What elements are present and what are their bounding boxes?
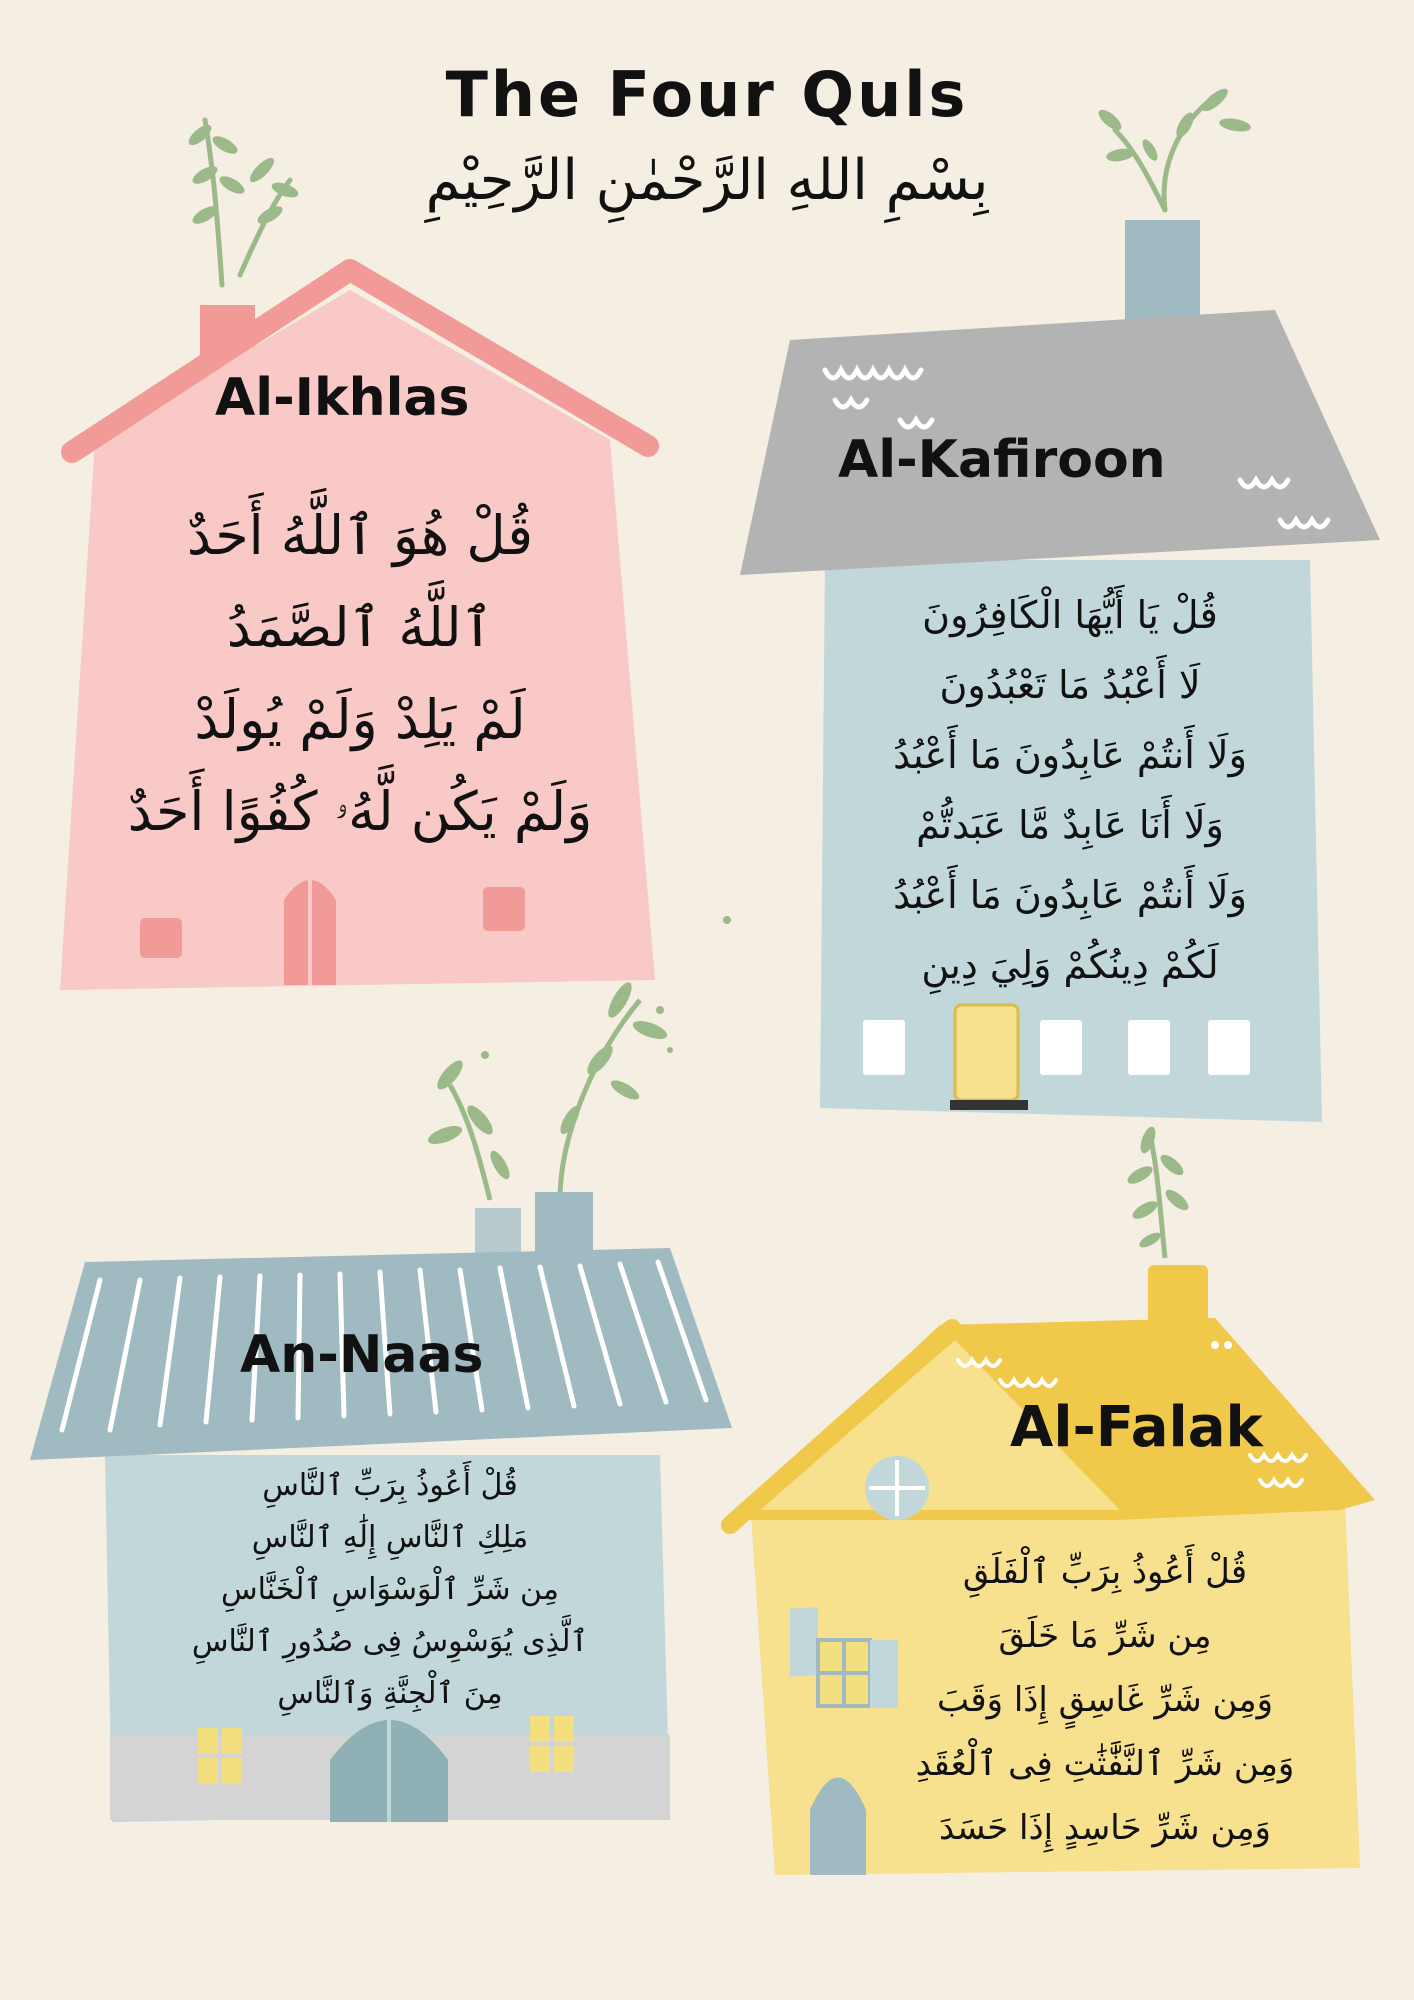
verse-line: لَا أَعْبُدُ مَا تَعْبُدُونَ <box>939 663 1201 707</box>
verse-line: مِن شَرِّ مَا خَلَقَ <box>998 1616 1212 1656</box>
kafiroon-title: Al-Kafiroon <box>838 430 1166 490</box>
verse-line: قُلْ أَعُوذُ بِرَبِّ ٱلْفَلَقِ <box>962 1552 1248 1592</box>
verse-line: لَمْ يَلِدْ وَلَمْ يُولَدْ <box>194 688 526 751</box>
verse-line: لَكُمْ دِينُكُمْ وَلِيَ دِينِ <box>921 943 1219 987</box>
verse-line: وَلَا أَنتُمْ عَابِدُونَ مَا أَعْبُدُ <box>893 733 1247 777</box>
falak-title: Al-Falak <box>1010 1395 1263 1460</box>
verse-line: قُلْ يَا أَيُّهَا الْكَافِرُونَ <box>922 593 1218 637</box>
verse-line: وَمِن شَرِّ غَاسِقٍ إِذَا وَقَبَ <box>936 1680 1274 1720</box>
basmala-calligraphy: بِسْمِ اللهِ الرَّحْمٰنِ الرَّحِيْمِ <box>425 148 989 213</box>
verse-line: مِنَ ٱلْجِنَّةِ وَٱلنَّاسِ <box>277 1676 503 1711</box>
verse-line: وَلَمْ يَكُن لَّهُۥ كُفُوًا أَحَدٌ <box>127 780 593 843</box>
verse-line: وَمِن شَرِّ ٱلنَّفَّٰثَٰتِ فِى ٱلْعُقَدِ <box>915 1744 1295 1784</box>
verse-line: قُلْ أَعُوذُ بِرَبِّ ٱلنَّاسِ <box>262 1468 518 1503</box>
naas-plant-icon <box>426 979 673 1200</box>
verse-line: قُلْ هُوَ ٱللَّهُ أَحَدٌ <box>186 504 534 567</box>
verse-line: وَلَا أَنَا عَابِدٌ مَّا عَبَدتُّمْ <box>916 803 1224 847</box>
verse-line: وَمِن شَرِّ حَاسِدٍ إِذَا حَسَدَ <box>939 1808 1271 1848</box>
naas-verses <box>120 1460 660 1720</box>
kafiroon-verses <box>840 580 1300 1000</box>
verse-line: ٱللَّهُ ٱلصَّمَدُ <box>226 596 494 659</box>
verse-line: مِن شَرِّ ٱلْوَسْوَاسِ ٱلْخَنَّاسِ <box>221 1572 559 1607</box>
falak-plant-icon <box>1125 1125 1192 1258</box>
verse-line: ٱلَّذِى يُوَسْوِسُ فِى صُدُورِ ٱلنَّاسِ <box>191 1624 589 1659</box>
page-title: The Four Quls <box>445 58 969 131</box>
falak-verses <box>870 1540 1340 1860</box>
naas-title: An-Naas <box>240 1325 484 1385</box>
ikhlas-verses <box>90 490 630 858</box>
verse-line: وَلَا أَنتُمْ عَابِدُونَ مَا أَعْبُدُ <box>893 873 1247 917</box>
verse-line: مَلِكِ ٱلنَّاسِ إِلَٰهِ ٱلنَّاسِ <box>251 1520 529 1555</box>
ikhlas-title: Al-Ikhlas <box>215 368 470 428</box>
